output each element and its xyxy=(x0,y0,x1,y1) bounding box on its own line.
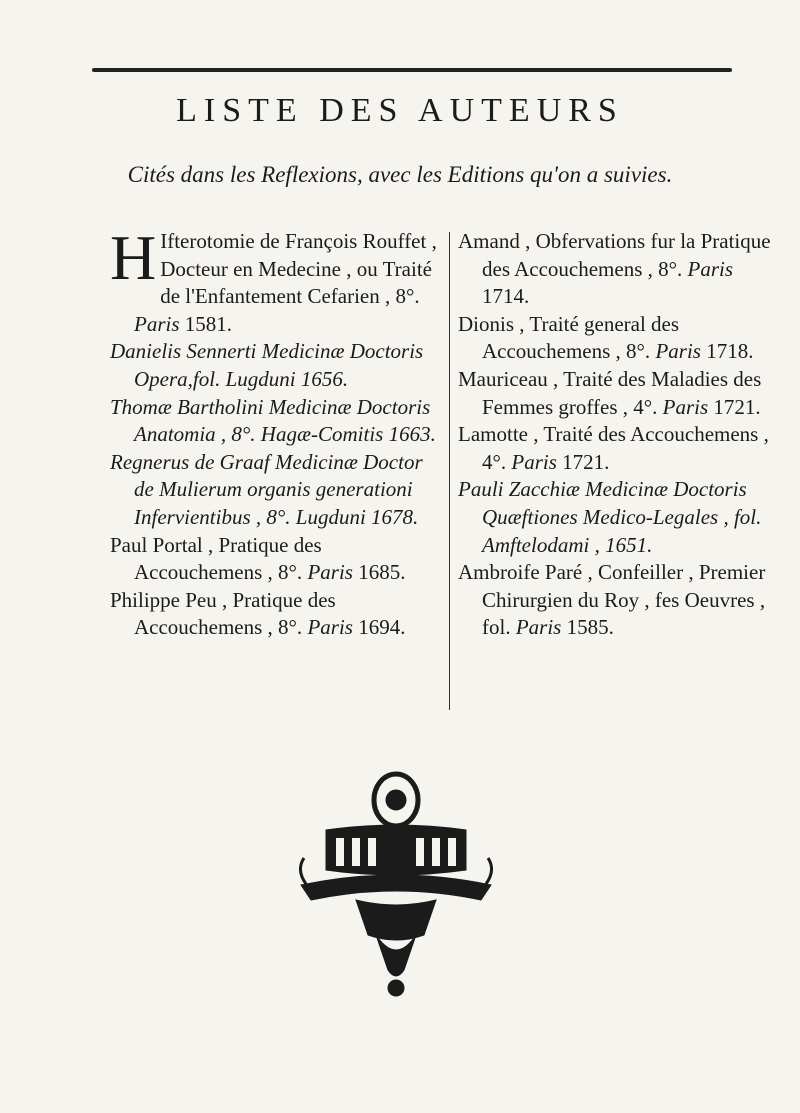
top-rule xyxy=(92,68,732,72)
author-entry xyxy=(110,587,440,642)
entry-place: Paris xyxy=(687,256,734,281)
entry-text: Philippe Peu , Pratique des Accouchemens , 8°. xyxy=(110,587,336,640)
author-entry: Regnerus de Graaf Medicinæ Doctor de Mulierum organis generationi Infervientibus , 8°. Lugduni 1678. xyxy=(110,449,423,529)
entry-place: Paris xyxy=(662,394,709,419)
entry-text: Paul Portal , Pratique des Accouchemens , 8°. xyxy=(110,532,322,585)
entry-place: Paris xyxy=(515,615,562,640)
author-entry xyxy=(458,559,776,642)
entry-place: Paris xyxy=(511,449,557,474)
right-column xyxy=(458,228,776,642)
entry-year: 1721. xyxy=(556,449,610,474)
entry-place: Paris xyxy=(307,560,353,585)
author-entry: Pauli Zacchiæ Medicinæ Doctoris Quæftiones Medico-Legales , fol. Amftelodami , 1651. xyxy=(458,477,762,557)
printer-ornament-icon xyxy=(296,760,496,1000)
page-heading: LISTE DES AUTEURS xyxy=(176,92,624,129)
page-subheading: Cités dans les Reflexions, avec les Editions qu'on a suivies. xyxy=(127,162,673,187)
entry-year: 1585. xyxy=(561,615,614,640)
entry-place: Paris xyxy=(134,311,180,336)
author-entry xyxy=(458,311,776,366)
author-entry: Thomæ Bartholini Medicinæ Doctoris Anatomia , 8°. Hagæ-Comitis 1663. xyxy=(110,394,436,447)
entry-place: Paris xyxy=(307,615,353,640)
entry-place: Paris xyxy=(655,339,701,364)
author-entry xyxy=(110,222,440,338)
entry-year: 1714. xyxy=(482,284,530,309)
entry-text: Ambroife Paré , Confeiller , Premier Chirurgien du Roy , fes Oeuvres , fol. xyxy=(458,560,766,640)
author-entry xyxy=(458,228,776,311)
author-entry xyxy=(458,366,776,421)
entry-text: Amand , Obfervations fur la Pratique des Accouchemens , 8°. xyxy=(458,229,771,281)
entry-year: 1694. xyxy=(352,615,406,640)
entry-text: Mauriceau , Traité des Maladies des Femmes groffes , 4°. xyxy=(458,366,762,419)
entry-text: Dionis , Traité general des Accouchemens , 8°. xyxy=(458,311,680,364)
entry-year: 1718. xyxy=(700,339,754,364)
author-entry xyxy=(458,421,776,476)
entry-year: 1685. xyxy=(352,560,406,585)
entry-text: Ifterotomie de François Rouffet , Docteur en Medecine , ou Traité de l'Enfantement Cefarien , 8°. xyxy=(160,229,437,309)
left-column xyxy=(110,222,440,642)
author-entry: Danielis Sennerti Medicinæ Doctoris Opera,fol. Lugduni 1656. xyxy=(110,339,424,391)
column-divider xyxy=(449,232,450,710)
author-entry xyxy=(110,532,440,587)
entry-year: 1581. xyxy=(179,311,233,336)
entry-year: 1721. xyxy=(708,394,761,419)
entry-text: Lamotte , Traité des Accouchemens , 4°. xyxy=(458,422,769,474)
drop-cap: H xyxy=(110,222,157,293)
